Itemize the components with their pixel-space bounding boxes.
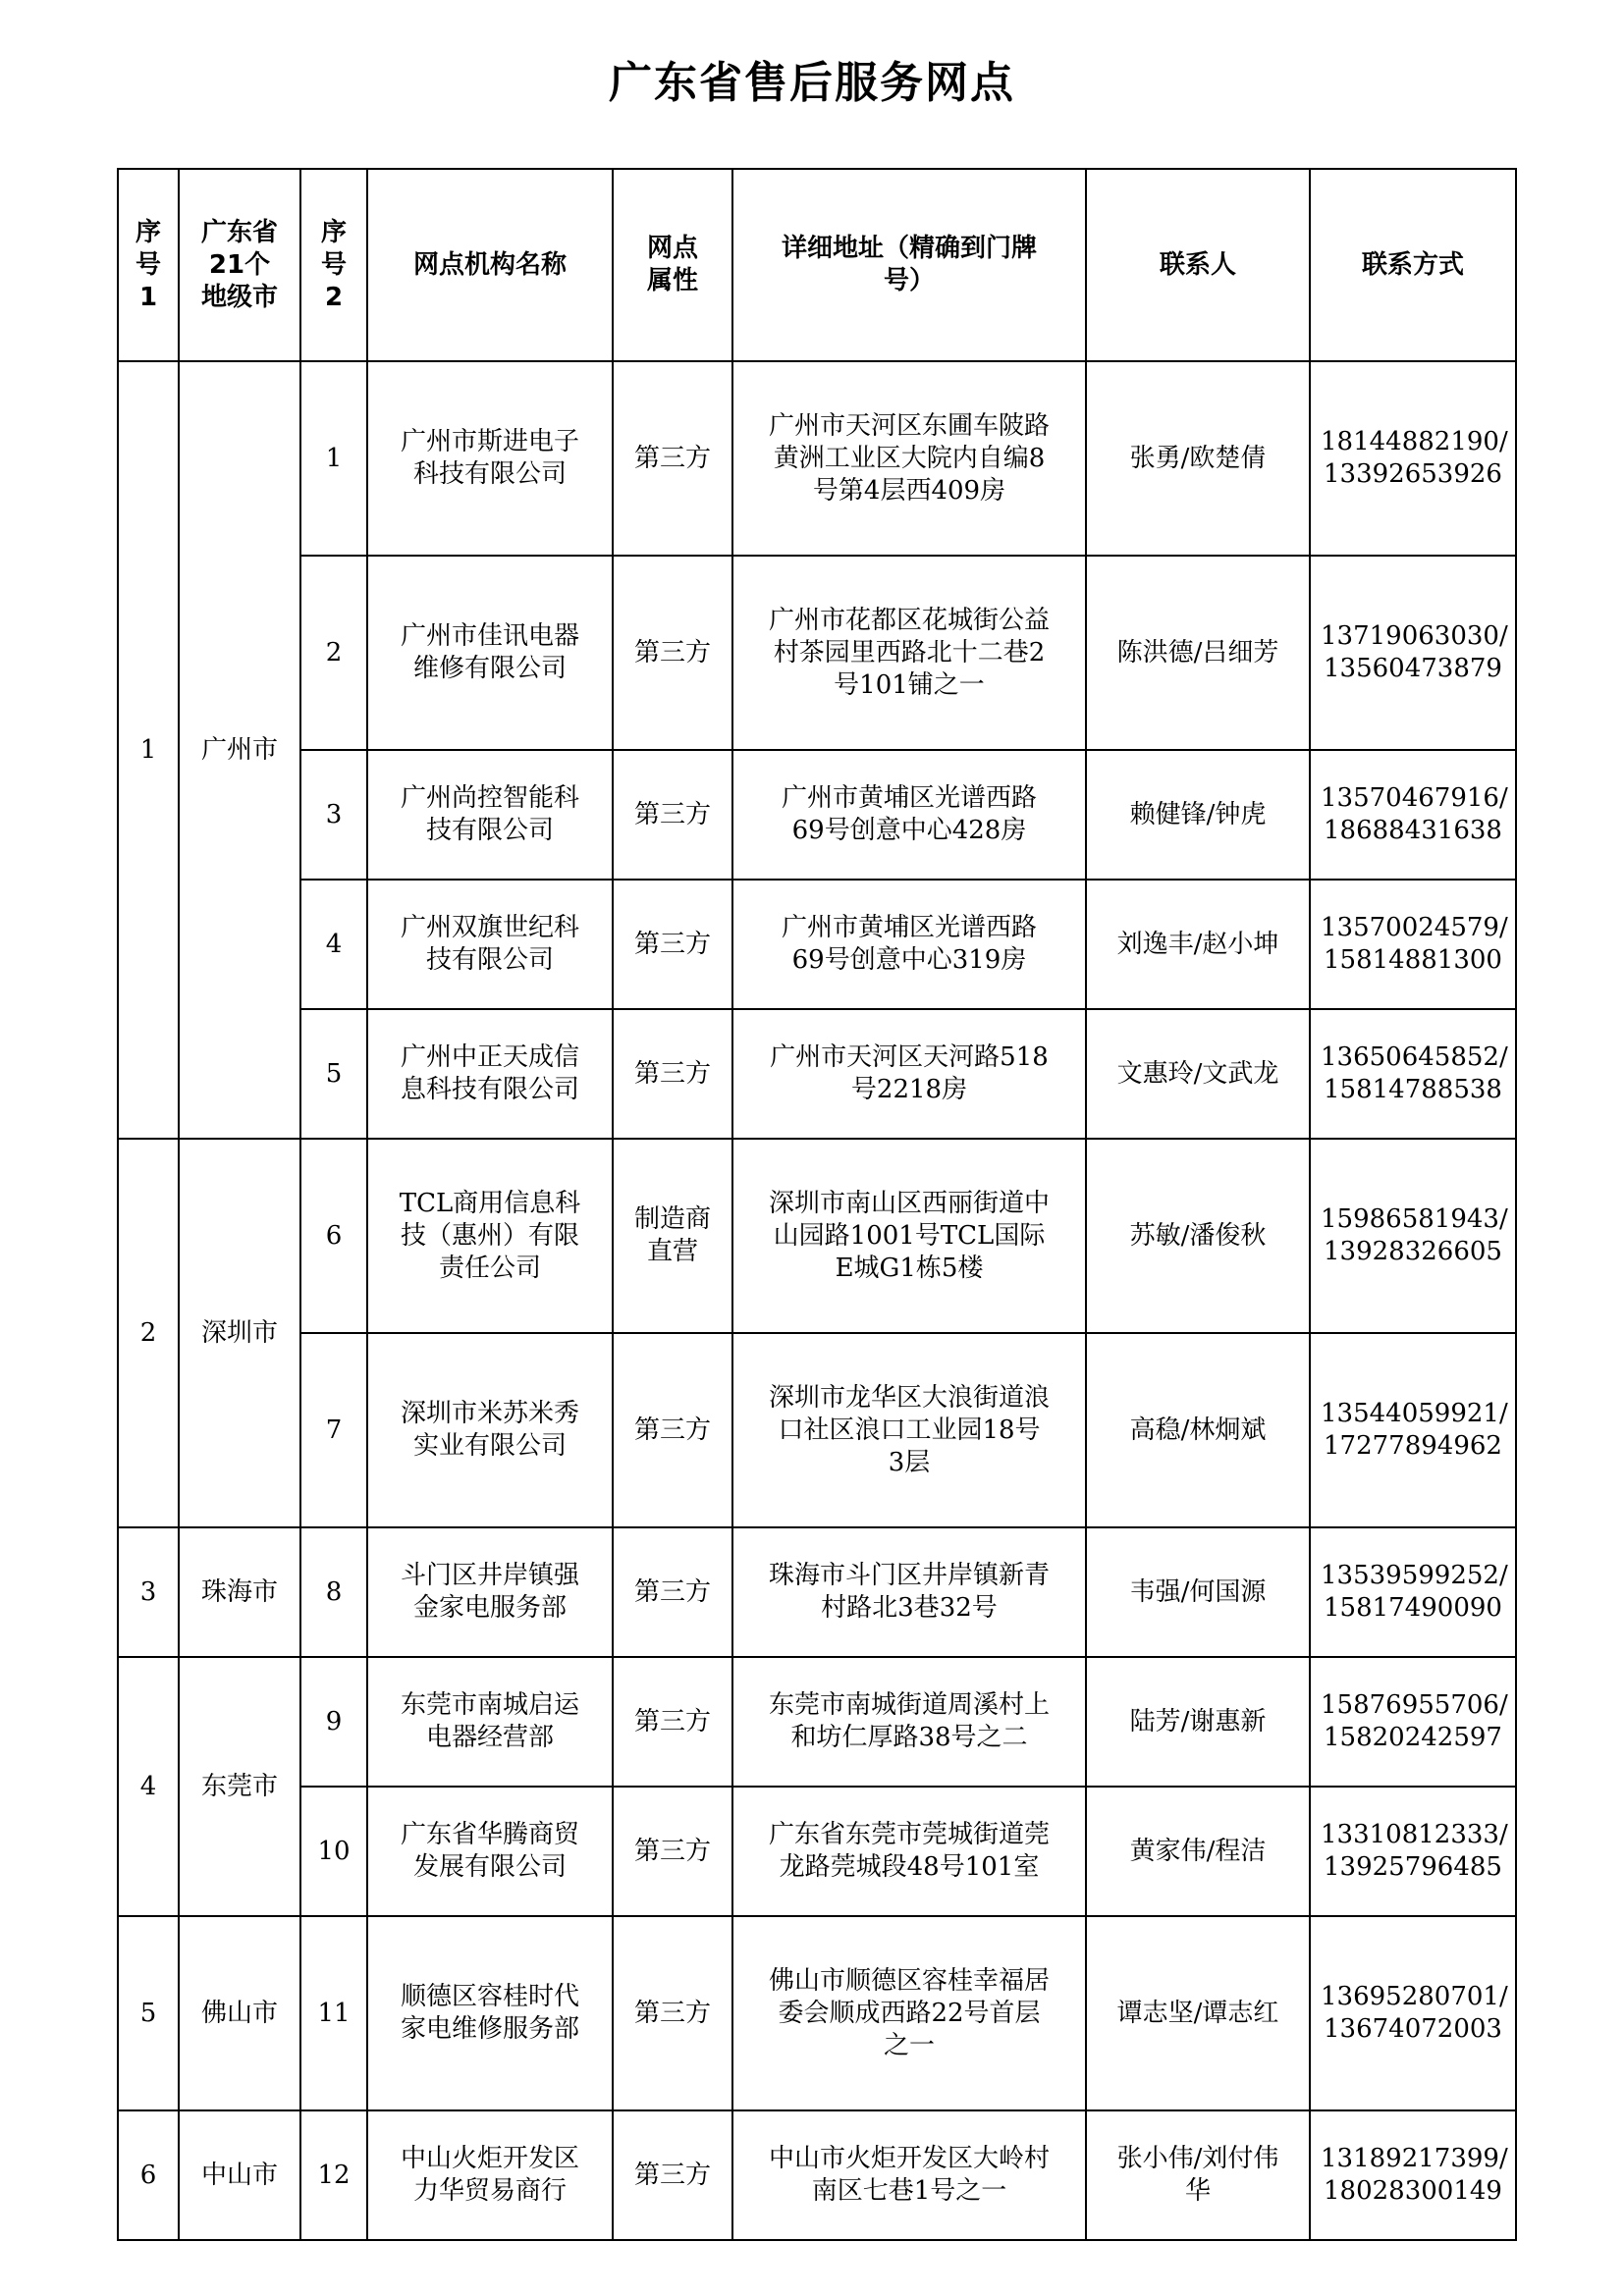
site-address-cell: 深圳市龙华区大浪街道浪 口社区浪口工业园18号 3层 (732, 1333, 1086, 1527)
site-seq-cell: 7 (300, 1333, 367, 1527)
header-phone: 联系方式 (1310, 169, 1516, 361)
group-seq-cell: 1 (118, 361, 179, 1139)
contact-phone-cell: 13310812333/ 13925796485 (1310, 1787, 1516, 1916)
group-seq-cell: 6 (118, 2110, 179, 2240)
site-seq-cell: 10 (300, 1787, 367, 1916)
table-row (118, 880, 1516, 1009)
contact-person-cell: 韦强/何国源 (1086, 1527, 1310, 1657)
table-body (118, 361, 1516, 2240)
table-row (118, 1527, 1516, 1657)
header-contact: 联系人 (1086, 169, 1310, 361)
site-name-cell: 广州市佳讯电器 维修有限公司 (367, 556, 613, 750)
contact-person-cell: 张小伟/刘付伟 华 (1086, 2110, 1310, 2240)
site-seq-cell: 12 (300, 2110, 367, 2240)
site-attr-cell: 第三方 (613, 556, 732, 750)
site-name-cell: 广州双旗世纪科 技有限公司 (367, 880, 613, 1009)
contact-person-cell: 张勇/欧楚倩 (1086, 361, 1310, 556)
contact-person-cell: 陈洪德/吕细芳 (1086, 556, 1310, 750)
group-seq-cell: 2 (118, 1139, 179, 1527)
site-address-cell: 东莞市南城街道周溪村上 和坊仁厚路38号之二 (732, 1657, 1086, 1787)
site-address-cell: 广州市黄埔区光谱西路 69号创意中心319房 (732, 880, 1086, 1009)
table-row (118, 1139, 1516, 1333)
site-address-cell: 深圳市南山区西丽街道中 山园路1001号TCL国际 E城G1栋5楼 (732, 1139, 1086, 1333)
table-row (118, 1333, 1516, 1527)
contact-phone-cell: 13544059921/ 17277894962 (1310, 1333, 1516, 1527)
site-seq-cell: 9 (300, 1657, 367, 1787)
contact-phone-cell: 13719063030/ 13560473879 (1310, 556, 1516, 750)
header-address: 详细地址（精确到门牌 号） (732, 169, 1086, 361)
city-cell: 深圳市 (179, 1139, 300, 1527)
site-seq-cell: 2 (300, 556, 367, 750)
site-address-cell: 广州市天河区天河路518 号2218房 (732, 1009, 1086, 1139)
site-attr-cell: 制造商 直营 (613, 1139, 732, 1333)
contact-phone-cell: 13570024579/ 15814881300 (1310, 880, 1516, 1009)
table-row (118, 556, 1516, 750)
site-attr-cell: 第三方 (613, 2110, 732, 2240)
site-address-cell: 广州市花都区花城街公益 村茶园里西路北十二巷2 号101铺之一 (732, 556, 1086, 750)
site-name-cell: 广东省华腾商贸 发展有限公司 (367, 1787, 613, 1916)
site-name-cell: 广州中正天成信 息科技有限公司 (367, 1009, 613, 1139)
header-attr: 网点 属性 (613, 169, 732, 361)
table-row (118, 361, 1516, 556)
table-row (118, 1657, 1516, 1787)
city-cell: 广州市 (179, 361, 300, 1139)
site-address-cell: 中山市火炬开发区大岭村 南区七巷1号之一 (732, 2110, 1086, 2240)
header-name: 网点机构名称 (367, 169, 613, 361)
site-seq-cell: 3 (300, 750, 367, 880)
contact-phone-cell: 13539599252/ 15817490090 (1310, 1527, 1516, 1657)
site-attr-cell: 第三方 (613, 1527, 732, 1657)
contact-person-cell: 陆芳/谢惠新 (1086, 1657, 1310, 1787)
site-seq-cell: 11 (300, 1916, 367, 2110)
site-name-cell: 顺德区容桂时代 家电维修服务部 (367, 1916, 613, 2110)
contact-person-cell: 黄家伟/程洁 (1086, 1787, 1310, 1916)
site-attr-cell: 第三方 (613, 750, 732, 880)
site-attr-cell: 第三方 (613, 1787, 732, 1916)
site-attr-cell: 第三方 (613, 1916, 732, 2110)
header-seq2: 序 号 2 (300, 169, 367, 361)
city-cell: 佛山市 (179, 1916, 300, 2110)
contact-phone-cell: 15986581943/ 13928326605 (1310, 1139, 1516, 1333)
group-seq-cell: 3 (118, 1527, 179, 1657)
site-name-cell: 东莞市南城启运 电器经营部 (367, 1657, 613, 1787)
contact-phone-cell: 13650645852/ 15814788538 (1310, 1009, 1516, 1139)
site-seq-cell: 8 (300, 1527, 367, 1657)
city-cell: 东莞市 (179, 1657, 300, 1916)
site-attr-cell: 第三方 (613, 361, 732, 556)
contact-phone-cell: 13695280701/ 13674072003 (1310, 1916, 1516, 2110)
site-seq-cell: 6 (300, 1139, 367, 1333)
header-row (118, 169, 1516, 361)
contact-phone-cell: 18144882190/ 13392653926 (1310, 361, 1516, 556)
page-title: 广东省售后服务网点 (609, 58, 1015, 108)
table-row (118, 750, 1516, 880)
table-row (118, 1009, 1516, 1139)
group-seq-cell: 5 (118, 1916, 179, 2110)
site-name-cell: 广州市斯进电子 科技有限公司 (367, 361, 613, 556)
site-address-cell: 佛山市顺德区容桂幸福居 委会顺成西路22号首层 之一 (732, 1916, 1086, 2110)
contact-person-cell: 文惠玲/文武龙 (1086, 1009, 1310, 1139)
site-name-cell: 中山火炬开发区 力华贸易商行 (367, 2110, 613, 2240)
site-attr-cell: 第三方 (613, 1333, 732, 1527)
site-seq-cell: 4 (300, 880, 367, 1009)
site-attr-cell: 第三方 (613, 1009, 732, 1139)
service-sites-table (117, 168, 1517, 2241)
contact-phone-cell: 13189217399/ 18028300149 (1310, 2110, 1516, 2240)
contact-person-cell: 苏敏/潘俊秋 (1086, 1139, 1310, 1333)
header-seq1: 序 号 1 (118, 169, 179, 361)
group-seq-cell: 4 (118, 1657, 179, 1916)
site-seq-cell: 5 (300, 1009, 367, 1139)
site-name-cell: 广州尚控智能科 技有限公司 (367, 750, 613, 880)
contact-phone-cell: 15876955706/ 15820242597 (1310, 1657, 1516, 1787)
site-name-cell: TCL商用信息科 技（惠州）有限 责任公司 (367, 1139, 613, 1333)
contact-person-cell: 高稳/林炯斌 (1086, 1333, 1310, 1527)
site-address-cell: 广东省东莞市莞城街道莞 龙路莞城段48号101室 (732, 1787, 1086, 1916)
header-city: 广东省 21个 地级市 (179, 169, 300, 361)
city-cell: 珠海市 (179, 1527, 300, 1657)
site-attr-cell: 第三方 (613, 880, 732, 1009)
table-row (118, 1787, 1516, 1916)
site-attr-cell: 第三方 (613, 1657, 732, 1787)
contact-person-cell: 谭志坚/谭志红 (1086, 1916, 1310, 2110)
contact-phone-cell: 13570467916/ 18688431638 (1310, 750, 1516, 880)
site-name-cell: 深圳市米苏米秀 实业有限公司 (367, 1333, 613, 1527)
site-name-cell: 斗门区井岸镇强 金家电服务部 (367, 1527, 613, 1657)
site-address-cell: 广州市黄埔区光谱西路 69号创意中心428房 (732, 750, 1086, 880)
table-row (118, 1916, 1516, 2110)
site-address-cell: 广州市天河区东圃车陂路 黄洲工业区大院内自编8 号第4层西409房 (732, 361, 1086, 556)
contact-person-cell: 刘逸丰/赵小坤 (1086, 880, 1310, 1009)
site-seq-cell: 1 (300, 361, 367, 556)
contact-person-cell: 赖健锋/钟虎 (1086, 750, 1310, 880)
table-row (118, 2110, 1516, 2240)
city-cell: 中山市 (179, 2110, 300, 2240)
site-address-cell: 珠海市斗门区井岸镇新青 村路北3巷32号 (732, 1527, 1086, 1657)
